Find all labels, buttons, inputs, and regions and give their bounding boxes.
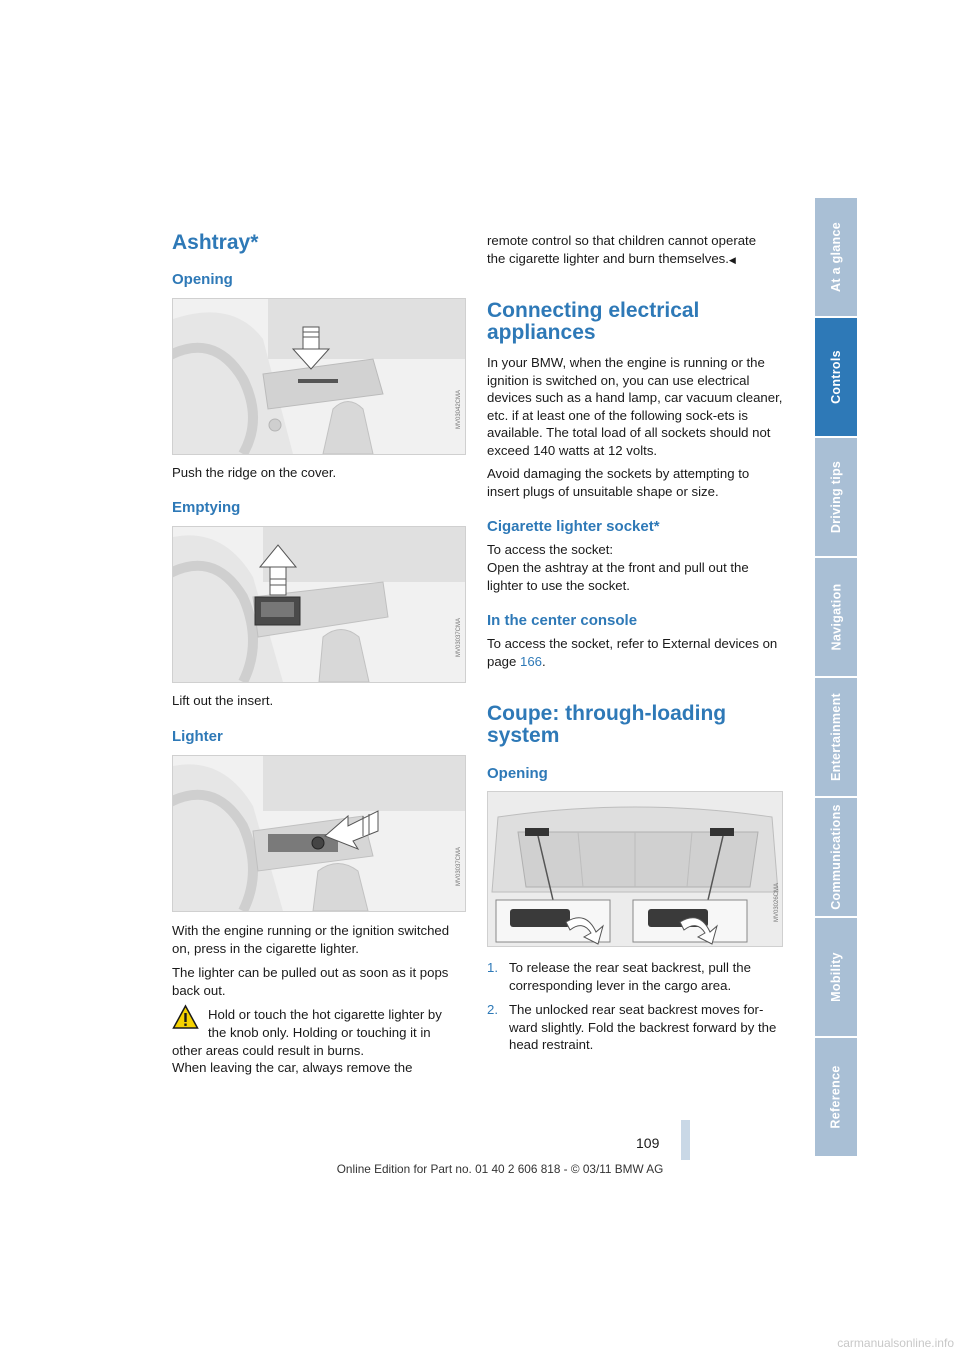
page-link-166[interactable]: 166 — [520, 653, 543, 669]
ashtray-emptying-figure — [172, 526, 466, 683]
connecting-text-2: Avoid damaging the sockets by attempting to insert plugs of unsuitable shape or size. — [487, 466, 750, 499]
socket-text-1: To access the socket: — [487, 542, 614, 557]
opening-heading: Opening — [172, 271, 233, 288]
tab-communications[interactable]: Communications — [815, 798, 857, 916]
svg-text:MV03026CMA: MV03026CMA — [774, 882, 780, 922]
warning-line-1: Hold or touch the hot cigarette lighter by — [208, 1007, 442, 1022]
list-number-1: 1. — [487, 960, 498, 975]
lighter-heading: Lighter — [172, 728, 223, 745]
coupe-heading-line-1: Coupe: through-loading — [487, 702, 727, 725]
connecting-heading-line-1: Connecting electrical — [487, 299, 700, 322]
console-text-suffix: . — [542, 653, 546, 669]
through-loading-figure — [487, 791, 783, 947]
tab-driving-tips[interactable]: Driving tips — [815, 438, 857, 556]
lighter-illustration — [173, 756, 465, 911]
tab-controls[interactable]: Controls — [815, 318, 857, 436]
warning-continued-text: the cigarette lighter and burn themselves. — [487, 251, 729, 266]
svg-text:MV03037CMA: MV03037CMA — [456, 617, 462, 657]
footer-accent-bar — [681, 1120, 690, 1160]
connecting-text-1: In your BMW, when the engine is running or the ignition is switched on, you can use electrical devices such as a hand lamp, car vacuum cleaner, etc. if at least one of the following sock-ets is available. The total load of all sockets should not exceed 140 watts at 12 volts. — [487, 355, 783, 458]
coupe-opening-heading: Opening — [487, 765, 548, 782]
ashtray-heading: Ashtray* — [172, 231, 259, 254]
list-text-1: To release the rear seat backrest, pull the corresponding lever in the cargo area. — [509, 960, 751, 993]
warning-line-2: the knob only. Holding or touching it in — [208, 1025, 431, 1040]
warning-triangle-icon — [172, 1004, 199, 1035]
page-number: 109 — [636, 1135, 660, 1151]
lighter-text-1: With the engine running or the ignition switched on, press in the cigarette lighter. — [172, 923, 450, 956]
console-text — [487, 635, 783, 670]
ashtray-opening-illustration — [173, 299, 465, 454]
warning-continued-line-1: remote control so that children cannot operate — [487, 233, 757, 248]
connecting-heading-line-2: appliances — [487, 321, 596, 344]
list-text-2: The unlocked rear seat backrest moves for-ward slightly. Fold the backrest forward by the head restraint. — [509, 1002, 777, 1053]
lighter-text-2: The lighter can be pulled out as soon as it pops back out. — [172, 965, 449, 998]
svg-text:MV03037CMA: MV03037CMA — [456, 846, 462, 886]
opening-text: Push the ridge on the cover. — [172, 465, 337, 480]
end-mark-icon: ◀ — [728, 255, 736, 265]
through-loading-illustration — [488, 792, 782, 946]
list-number-2: 2. — [487, 1002, 498, 1017]
tab-entertainment[interactable]: Entertainment — [815, 678, 857, 796]
lighter-figure — [172, 755, 466, 912]
ashtray-emptying-illustration — [173, 527, 465, 682]
console-text-prefix: To access the socket, refer to External devices on page — [487, 636, 778, 669]
coupe-heading-line-2: system — [487, 724, 560, 747]
emptying-heading: Emptying — [172, 499, 241, 516]
tab-mobility[interactable]: Mobility — [815, 918, 857, 1036]
socket-heading: Cigarette lighter socket* — [487, 518, 660, 535]
watermark: carmanualsonline.info — [837, 1336, 954, 1350]
tab-at-a-glance[interactable]: At a glance — [815, 198, 857, 316]
socket-text-2: Open the ashtray at the front and pull out the lighter to use the socket. — [487, 560, 749, 593]
chapter-sidebar — [815, 198, 857, 1160]
emptying-text: Lift out the insert. — [172, 693, 274, 708]
svg-text:MV03042CMA: MV03042CMA — [456, 389, 462, 429]
warning-continued-line-2 — [487, 250, 783, 270]
warning-line-3: other areas could result in burns. — [172, 1043, 365, 1058]
edition-notice: Online Edition for Part no. 01 40 2 606 818 - © 03/11 BMW AG — [336, 1162, 664, 1176]
tab-navigation[interactable]: Navigation — [815, 558, 857, 676]
tab-reference[interactable]: Reference — [815, 1038, 857, 1156]
ashtray-opening-figure — [172, 298, 466, 455]
console-heading: In the center console — [487, 612, 638, 629]
warning-line-4: When leaving the car, always remove the — [172, 1060, 413, 1075]
